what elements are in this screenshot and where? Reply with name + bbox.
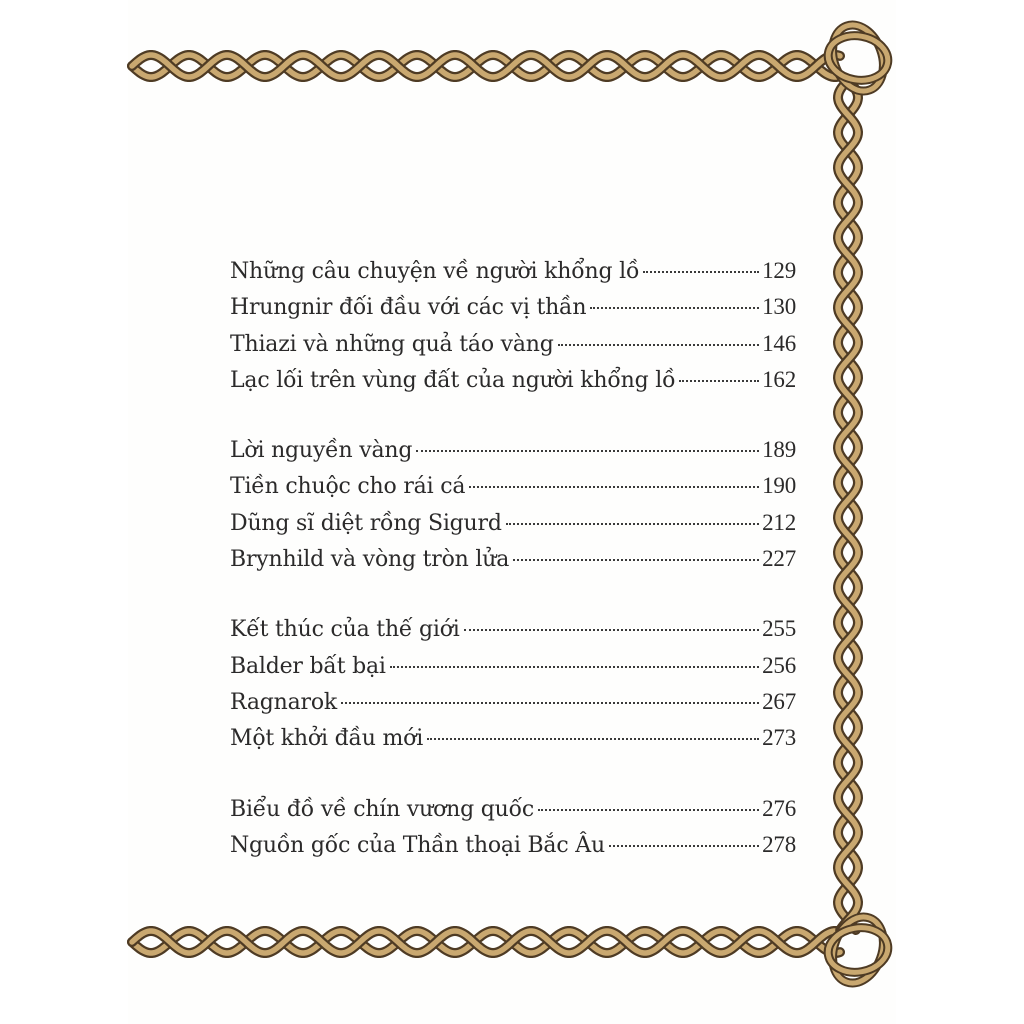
toc-entry-page-number: 129 [762,258,796,283]
dot-leader [390,666,759,668]
toc-entry-page-number: 255 [762,616,796,642]
toc-entry[interactable] [230,832,796,868]
toc-entry[interactable] [230,653,796,689]
dot-leader [590,307,759,309]
table-of-contents [230,258,796,902]
toc-section [230,616,796,761]
toc-entry[interactable] [230,367,796,403]
toc-entry-page-number: 273 [762,725,796,751]
toc-entry-title: Thiazi và những quả táo vàng [230,331,554,357]
toc-entry-page-number: 278 [762,831,796,857]
dot-leader [513,559,759,561]
toc-entry[interactable] [230,725,796,761]
dot-leader [469,486,759,488]
toc-entry-title: Hrungnir đối đầu với các vị thần [230,295,587,321]
toc-entry[interactable] [230,546,796,582]
toc-section [230,796,796,869]
dot-leader [341,702,759,704]
toc-entry-page-number: 212 [762,509,796,535]
toc-entry-title: Lời nguyền vàng [230,438,413,464]
toc-entry-title: Biểu đồ về chín vương quốc [230,796,535,822]
toc-entry-page-number: 256 [762,652,796,678]
toc-entry-title: Lạc lối trên vùng đất của người khổng lồ [230,367,676,393]
toc-entry-title: Kết thúc của thế giới [230,617,460,643]
dot-leader [643,271,759,273]
toc-entry-page-number: 189 [762,437,796,463]
toc-entry-page-number: 227 [762,546,796,572]
dot-leader [558,344,759,346]
toc-entry-title: Một khởi đầu mới [230,726,424,752]
toc-entry-title: Tiền chuộc cho rái cá [230,474,466,500]
toc-entry-title: Nguồn gốc của Thần thoại Bắc Âu [230,832,605,858]
toc-entry[interactable] [230,331,796,367]
toc-entry-title: Balder bất bại [230,653,386,679]
dot-leader [609,845,759,847]
dot-leader [427,738,759,740]
toc-entry[interactable] [230,473,796,509]
toc-entry[interactable] [230,258,796,294]
toc-entry-page-number: 130 [762,294,796,320]
toc-entry-page-number: 162 [762,366,796,392]
toc-entry-title: Ragnarok [230,689,338,715]
toc-entry-page-number: 190 [762,473,796,499]
toc-entry[interactable] [230,796,796,832]
dot-leader [679,380,759,382]
toc-entry-title: Brynhild và vòng tròn lửa [230,547,510,573]
toc-section [230,437,796,582]
toc-entry[interactable] [230,616,796,652]
toc-entry-page-number: 276 [762,795,796,821]
toc-entry[interactable] [230,437,796,473]
dot-leader [538,809,759,811]
dot-leader [416,450,759,452]
dot-leader [506,523,759,525]
toc-section [230,258,796,403]
toc-entry-page-number: 146 [762,330,796,356]
toc-entry-page-number: 267 [762,688,796,714]
toc-entry-title: Dũng sĩ diệt rồng Sigurd [230,510,502,536]
dot-leader [464,629,759,631]
toc-entry-title: Những câu chuyện về người khổng lồ [230,259,640,284]
toc-entry[interactable] [230,510,796,546]
toc-entry[interactable] [230,689,796,725]
toc-entry[interactable] [230,294,796,330]
